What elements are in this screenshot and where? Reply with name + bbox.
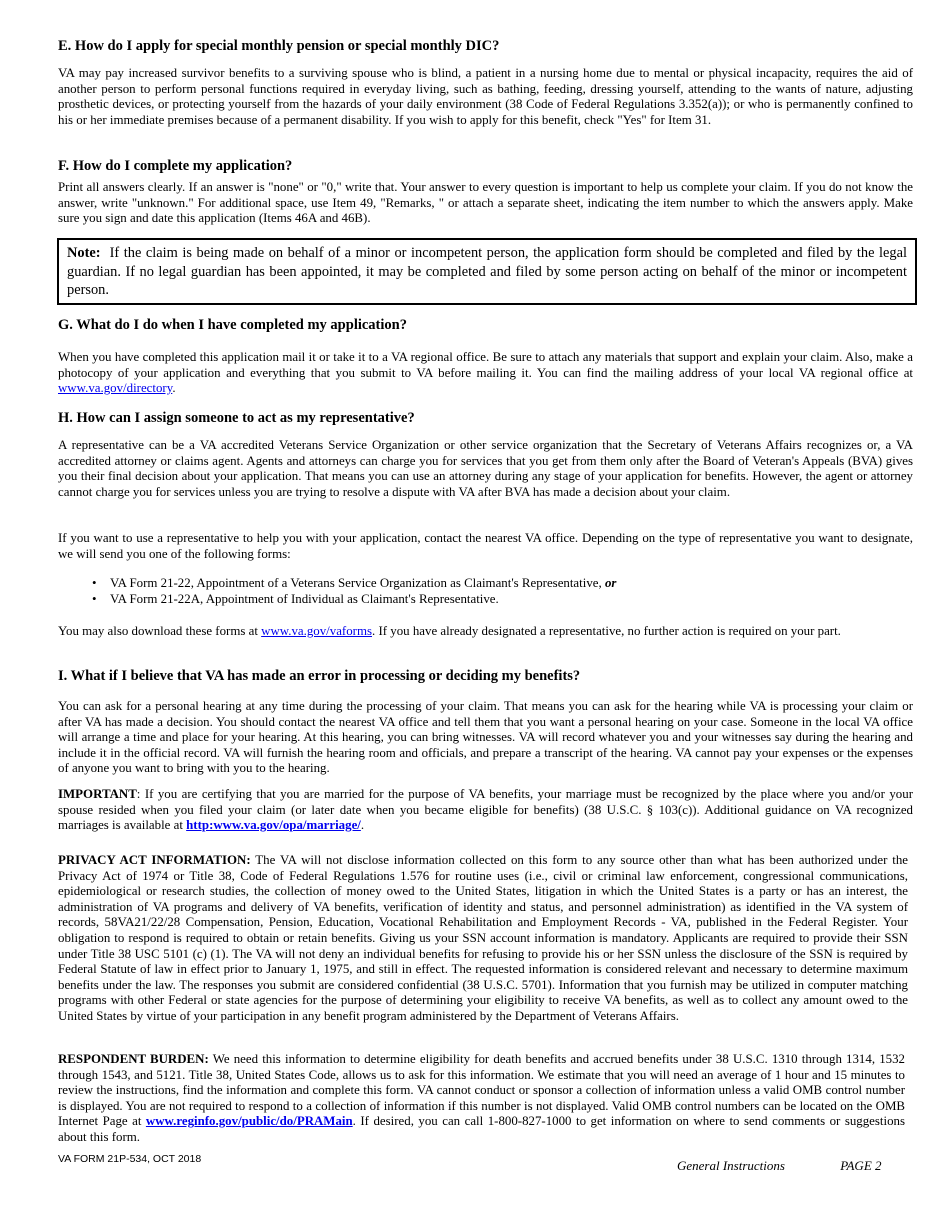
va-directory-link[interactable]: www.va.gov/directory [58, 381, 173, 396]
page-number: PAGE 2 [840, 1158, 882, 1173]
section-i-body: You can ask for a personal hearing at any time during the processing of your claim. That means you can ask for the hearing while VA is processing your claim or after VA has made a decision. You should contact the nearest VA office and tell them that you want a personal hearing on your case. Someone in the local VA office will arrange a time and place for your hearing. At this hearing, you can bring witnesses. VA will record whatever you and your witnesses say during the hearing and include it in the official record. VA will furnish the hearing room and officials, and prepare a transcript of the hearing. VA cannot pay your expenses or the expenses of anyone you want to bring with you to the hearing. [58, 699, 913, 776]
section-h-body-1: A representative can be a VA accredited Veterans Service Organization or other service organization that the Secretary of Veterans Affairs recognizes or, a VA accredited attorney or claims agent. Agents and attorneys can charge you for services that you get from them only after the Board of Veteran's Appeals (BVA) gives you their final decision about your application. That means you can use an attorney during any stage of your application for benefits. However, the agent or attorney cannot charge you for services unless you are trying to resolve a dispute with VA after BVA has made a decision about your claim. [58, 438, 913, 499]
representative-forms-list [92, 576, 616, 607]
privacy-label: PRIVACY ACT INFORMATION: [58, 853, 251, 867]
note-box [57, 238, 917, 305]
section-e-heading: E. How do I apply for special monthly pension or special monthly DIC? [58, 38, 500, 54]
section-g-heading: G. What do I do when I have completed my application? [58, 317, 407, 333]
marriage-link[interactable]: http:www.va.gov/opa/marriage/ [186, 818, 361, 833]
list-item: • VA Form 21-22, Appointment of a Veterans Service Organization as Claimant's Representative, or [92, 576, 616, 592]
section-f-heading: F. How do I complete my application? [58, 158, 293, 174]
section-h-body-2: If you want to use a representative to help you with your application, contact the nearest VA office. Depending on the type of representative you want to designate, we will send you one of the following forms: [58, 531, 913, 561]
note-text: If the claim is being made on behalf of a minor or incompetent person, the application form should be completed and filed by the legal guardian. If no legal guardian has been appointed, it may be completed and filed by some person acting on behalf of the minor or incompetent person. [67, 245, 907, 299]
section-i-heading: I. What if I believe that VA has made an error in processing or deciding my benefits? [58, 668, 581, 684]
footer-section: General Instructions [677, 1158, 785, 1173]
page-footer [677, 1158, 882, 1174]
section-g-body: When you have completed this application mail it or take it to a VA regional office. Be sure to attach any materials that support and explain your claim. Also, make a photocopy of your application and everything that you submit to VA before mailing it. You can find the mailing address of your local VA regional office at www.va.gov/directory. [58, 350, 913, 396]
reginfo-link[interactable]: www.reginfo.gov/public/do/PRAMain [145, 1114, 353, 1129]
respondent-burden-paragraph: RESPONDENT BURDEN: We need this information to determine eligibility for death benefits and accrued benefits under 38 U.S.C. 1310 through 1314, 1532 through 1543, and 5121. Title 38, United States Code, allows us to ask for this information. We estimate that you will need an average of 1 hour and 15 minutes to review the instructions, find the information and complete this form. VA cannot conduct or sponsor a collection of information unless a valid OMB control number is displayed. You are not required to respond to a collection of information if this number is not displayed. Valid OMB control numbers can be located on the OMB Internet Page at www.reginfo.gov/public/do/PRAMain. If desired, you can call 1-800-827-1000 to get information on where to send comments or suggestions about this form. [58, 1052, 905, 1144]
section-h-body-3: You may also download these forms at www.va.gov/vaforms. If you have already designated a representative, no further action is required on your part. [58, 624, 841, 638]
va-forms-link[interactable]: www.va.gov/vaforms [261, 624, 373, 638]
privacy-act-paragraph: PRIVACY ACT INFORMATION: The VA will not disclose information collected on this form to any source other than what has been authorized under the Privacy Act of 1974 or Title 38, Code of Federal Regulations 1.576 for routine uses (i.e., civil or criminal law enforcement, congressional communications, epidemiological or research studies, the collection of money owed to the United States, litigation in which the United States is a party or has an interest, the administration of VA programs and delivery of VA benefits, verification of identity and status, and personnel administration) as identified in the VA system of records, 58VA21/22/28 Compensation, Pension, Education, Vocational Rehabilitation and Employment Records - VA, published in the Federal Register. Your obligation to respond is required to obtain or retain benefits. Giving us your SSN account information is mandatory. Applicants are required to provide their SSN under Title 38 USC 5101 (c) (1). The VA will not deny an individual benefits for refusing to provide his or her SSN unless the disclosure of the SSN is required by Federal Statute of law in effect prior to January 1, 1975, and still in effect. The requested information is considered relevant and necessary to determine maximum benefits under the law. The responses you submit are considered confidential (38 U.S.C. 5701). Information that you furnish may be utilized in computer matching programs with other Federal or state agencies for the purpose of determining your eligibility to receive VA benefits, as well as to collect any amount owed to the United States by virtue of your participation in any benefit program administered by the Department of Veterans Affairs. [58, 853, 909, 1023]
form-id: VA FORM 21P-534, OCT 2018 [58, 1153, 202, 1165]
burden-label: RESPONDENT BURDEN: [58, 1052, 209, 1066]
important-label: IMPORTANT [58, 787, 137, 801]
section-f-body: Print all answers clearly. If an answer is "none" or "0," write that. Your answer to every question is important to help us complete your claim. If you do not know the answer, write "unknown." For additional space, use Item 49, "Remarks, " or attach a separate sheet, indicating the item number to which the answers apply. Make sure you sign and date this application (Items 46A and 46B). [58, 180, 913, 226]
section-e-body: VA may pay increased survivor benefits to a surviving spouse who is blind, a patient in a nursing home due to mental or physical incapacity, requires the aid of another person to perform personal functions required in everyday living, such as bathing, feeding, dressing yourself, attending to the wants of nature, adjusting prosthetic devices, or protecting yourself from the hazards of your daily environment (38 Code of Federal Regulations 3.352(a)); or who is permanently confined to his or her immediate premises because of a permanent disability. If you wish to apply for this benefit, check "Yes" for Item 31. [58, 66, 913, 127]
note-label: Note: [67, 245, 101, 261]
important-paragraph: IMPORTANT: If you are certifying that you are married for the purpose of VA benefits, your marriage must be recognized by the place where you and/or your spouse resided when you filed your claim (or later date when you became eligible for benefits) (38 U.S.C. § 103(c)). Additional guidance on VA recognized marriages is available at http:www.va.gov/opa/marriage/. [58, 787, 913, 833]
list-item: • VA Form 21-22A, Appointment of Individual as Claimant's Representative. [92, 592, 616, 608]
section-h-heading: H. How can I assign someone to act as my representative? [58, 410, 415, 426]
